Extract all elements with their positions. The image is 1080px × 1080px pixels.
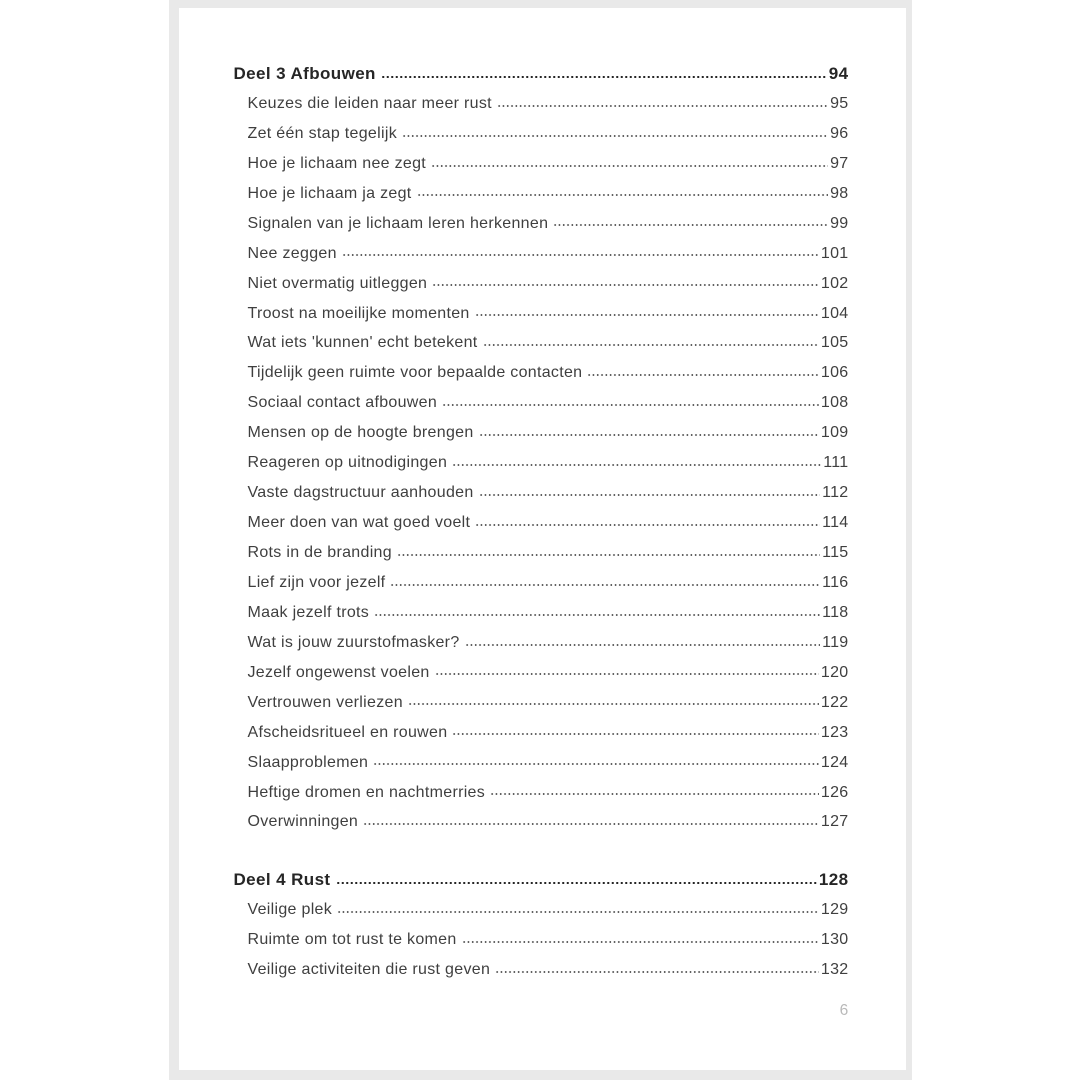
toc-entry-page-number: 106 xyxy=(820,364,849,382)
toc-entry-label: Mensen op de hoogte brengen xyxy=(247,424,474,442)
toc-entry-page-number: 102 xyxy=(820,274,849,292)
dot-leader xyxy=(553,223,828,228)
toc-entry[interactable] xyxy=(234,269,849,299)
toc-entry[interactable] xyxy=(234,299,849,329)
toc-entry-label: Niet overmatig uitleggen xyxy=(247,274,428,292)
toc-entry-page-number: 111 xyxy=(823,454,849,472)
dot-leader xyxy=(475,522,820,527)
toc-entry[interactable] xyxy=(234,748,849,778)
toc-entry-page-number: 132 xyxy=(820,961,849,979)
toc-section xyxy=(234,59,849,837)
toc-section-heading[interactable] xyxy=(234,865,849,895)
dot-leader xyxy=(374,612,820,617)
toc-entry[interactable] xyxy=(234,119,849,149)
toc-entry[interactable] xyxy=(234,778,849,808)
dot-leader xyxy=(479,432,819,437)
toc-entry-label: Vaste dagstructuur aanhouden xyxy=(247,484,474,502)
dot-leader xyxy=(442,402,819,407)
toc-entry-page-number: 130 xyxy=(820,931,849,949)
toc-entry-label: Meer doen van wat goed voelt xyxy=(247,514,471,532)
toc-entry[interactable] xyxy=(234,955,849,985)
toc-entry-page-number: 126 xyxy=(820,783,849,801)
toc-entry[interactable] xyxy=(234,568,849,598)
dot-leader xyxy=(381,74,827,79)
toc-entry-label: Ruimte om tot rust te komen xyxy=(247,931,457,949)
toc-entry[interactable] xyxy=(234,358,849,388)
toc-entry-page-number: 104 xyxy=(820,304,849,322)
toc-section-heading-label: Deel 3 Afbouwen xyxy=(233,64,376,83)
toc-entry[interactable] xyxy=(234,209,849,239)
toc-entry-label: Tijdelijk geen ruimte voor bepaalde contacten xyxy=(247,364,583,382)
dot-leader xyxy=(462,939,819,944)
toc-entry-page-number: 98 xyxy=(830,184,849,202)
dot-leader xyxy=(587,372,819,377)
toc-section-heading-label: Deel 4 Rust xyxy=(233,870,331,890)
toc-entry[interactable] xyxy=(234,179,849,209)
dot-leader xyxy=(490,792,819,797)
toc-entry-page-number: 120 xyxy=(820,663,849,681)
page-backdrop xyxy=(169,0,912,1080)
toc-entry-label: Wat is jouw zuurstofmasker? xyxy=(247,633,460,651)
toc-entry[interactable] xyxy=(234,628,849,658)
dot-leader xyxy=(497,103,828,108)
document-page xyxy=(179,8,906,1070)
toc-entry-page-number: 122 xyxy=(820,693,849,711)
toc-section xyxy=(234,865,849,985)
toc-entry-label: Lief zijn voor jezelf xyxy=(247,573,386,591)
toc-entry-page-number: 124 xyxy=(820,753,849,771)
toc-entry-page-number: 97 xyxy=(830,154,849,172)
toc-entry[interactable] xyxy=(234,718,849,748)
dot-leader xyxy=(363,821,819,826)
toc-entry-page-number: 123 xyxy=(820,723,849,741)
dot-leader xyxy=(342,253,819,258)
toc-entry[interactable] xyxy=(234,658,849,688)
dot-leader xyxy=(483,342,819,347)
toc-entry-page-number: 114 xyxy=(822,514,849,532)
dot-leader xyxy=(336,880,817,885)
toc-entry[interactable] xyxy=(234,478,849,508)
toc-entry-page-number: 119 xyxy=(822,633,849,651)
dot-leader xyxy=(408,702,819,707)
toc-entry[interactable] xyxy=(234,89,849,119)
toc-entry[interactable] xyxy=(234,418,849,448)
dot-leader xyxy=(452,732,818,737)
dot-leader xyxy=(417,193,829,198)
toc-entry-label: Maak jezelf trots xyxy=(247,603,370,621)
dot-leader xyxy=(397,552,820,557)
dot-leader xyxy=(431,163,828,168)
toc-entry-label: Troost na moeilijke momenten xyxy=(247,304,470,322)
toc-section-heading-page-number: 128 xyxy=(818,870,849,890)
dot-leader xyxy=(465,642,821,647)
dot-leader xyxy=(432,283,819,288)
toc-entry[interactable] xyxy=(234,388,849,418)
dot-leader xyxy=(435,672,819,677)
dot-leader xyxy=(402,133,828,138)
toc-entry-page-number: 116 xyxy=(822,573,849,591)
toc-entry-label: Veilige plek xyxy=(247,901,333,919)
toc-entry-label: Sociaal contact afbouwen xyxy=(247,394,438,412)
toc-entry-page-number: 96 xyxy=(830,124,849,142)
toc-entry[interactable] xyxy=(234,807,849,837)
toc-entry-label: Nee zeggen xyxy=(247,244,337,262)
dot-leader xyxy=(390,582,820,587)
toc-entry[interactable] xyxy=(234,925,849,955)
toc-entry-label: Wat iets 'kunnen' echt betekent xyxy=(247,334,478,352)
toc-entry-page-number: 108 xyxy=(820,394,849,412)
dot-leader xyxy=(373,762,819,767)
toc-entry-label: Heftige dromen en nachtmerries xyxy=(247,783,486,801)
dot-leader xyxy=(479,492,821,497)
toc-entry[interactable] xyxy=(234,328,849,358)
toc-entry-label: Veilige activiteiten die rust geven xyxy=(247,961,491,979)
toc-entry-label: Vertrouwen verliezen xyxy=(247,693,403,711)
dot-leader xyxy=(495,969,819,974)
toc-entry-page-number: 109 xyxy=(820,424,849,442)
toc-entry-label: Zet één stap tegelijk xyxy=(247,124,397,142)
toc-entry-page-number: 127 xyxy=(820,813,849,831)
page-number: 6 xyxy=(839,1002,849,1019)
dot-leader xyxy=(452,462,821,467)
toc-entry-label: Reageren op uitnodigingen xyxy=(247,454,448,472)
toc-entry-label: Hoe je lichaam ja zegt xyxy=(247,184,412,202)
toc-entry-page-number: 112 xyxy=(822,484,849,502)
toc-entry-label: Jezelf ongewenst voelen xyxy=(247,663,430,681)
toc-entry[interactable] xyxy=(234,508,849,538)
toc-entry-page-number: 129 xyxy=(820,901,849,919)
toc-entry[interactable] xyxy=(234,688,849,718)
toc-entry-page-number: 118 xyxy=(822,603,849,621)
toc-entry[interactable] xyxy=(234,149,849,179)
toc-entry-label: Overwinningen xyxy=(247,813,359,831)
toc-entry-page-number: 99 xyxy=(830,214,849,232)
toc-entry-label: Hoe je lichaam nee zegt xyxy=(247,154,427,172)
dot-leader xyxy=(337,909,819,914)
toc-entry[interactable] xyxy=(234,895,849,925)
toc-entry-page-number: 115 xyxy=(822,544,849,561)
toc-entry[interactable] xyxy=(234,538,849,568)
toc-entry[interactable] xyxy=(234,598,849,628)
toc-entry-page-number: 105 xyxy=(820,334,849,352)
toc-entry-label: Rots in de branding xyxy=(247,544,392,561)
toc-entry-label: Afscheidsritueel en rouwen xyxy=(247,723,448,741)
toc-entry[interactable] xyxy=(234,448,849,478)
toc-entry[interactable] xyxy=(234,239,849,269)
toc-entry-label: Signalen van je lichaam leren herkennen xyxy=(247,214,549,232)
toc-section-heading[interactable] xyxy=(234,59,849,89)
table-of-contents xyxy=(234,59,849,985)
toc-entry-label: Slaapproblemen xyxy=(247,753,369,771)
toc-entry-page-number: 101 xyxy=(820,244,849,262)
toc-entry-page-number: 95 xyxy=(830,94,849,112)
toc-entry-label: Keuzes die leiden naar meer rust xyxy=(247,94,492,112)
dot-leader xyxy=(475,313,819,318)
toc-section-heading-page-number: 94 xyxy=(828,64,849,83)
